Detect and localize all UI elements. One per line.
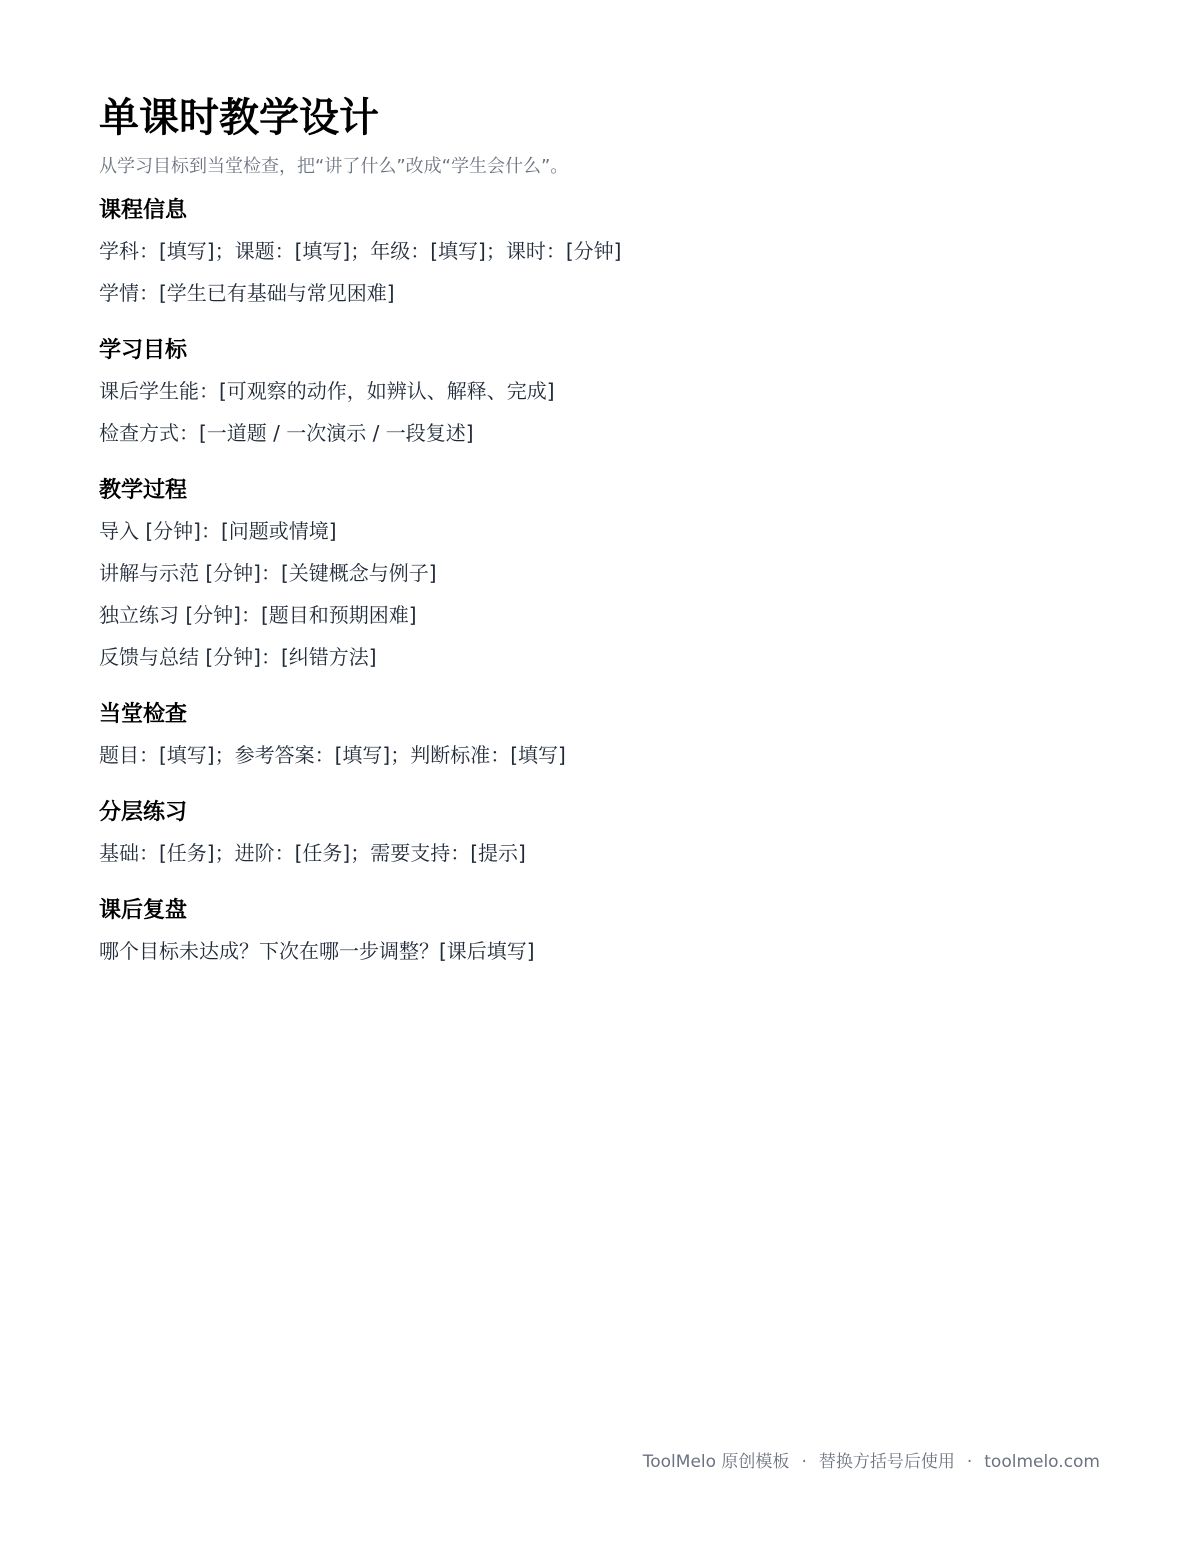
section-line: 学科：[填写]；课题：[填写]；年级：[填写]；课时：[分钟] (99, 239, 622, 263)
section-learning-goals (99, 336, 1099, 454)
section-in-class-check (99, 700, 1099, 776)
section-heading: 教学过程 (99, 478, 188, 503)
section-line: 哪个目标未达成？下次在哪一步调整？[课后填写] (99, 939, 535, 963)
section-teaching-process (99, 476, 1099, 678)
page-footer (643, 1450, 1100, 1474)
footer-separator: · (966, 1452, 973, 1472)
page-title: 单课时教学设计 (99, 95, 379, 141)
section-line: 学情：[学生已有基础与常见困难] (99, 281, 395, 305)
section-heading: 当堂检查 (99, 702, 188, 727)
section-line: 基础：[任务]；进阶：[任务]；需要支持：[提示] (99, 841, 526, 865)
section-line: 检查方式：[一道题 / 一次演示 / 一段复述] (99, 421, 474, 445)
document-page (99, 92, 1099, 972)
section-line: 课后学生能：[可观察的动作，如辨认、解释、完成] (99, 379, 555, 403)
section-line: 导入 [分钟]：[问题或情境] (99, 519, 337, 543)
section-review (99, 896, 1099, 972)
section-heading: 学习目标 (99, 338, 188, 363)
section-tiered-practice (99, 798, 1099, 874)
footer-separator: · (801, 1452, 807, 1472)
section-heading: 课后复盘 (99, 898, 188, 923)
section-heading: 课程信息 (99, 198, 188, 223)
section-line: 讲解与示范 [分钟]：[关键概念与例子] (99, 561, 437, 585)
section-heading: 分层练习 (99, 800, 188, 825)
page-subtitle: 从学习目标到当堂检查，把“讲了什么”改成“学生会什么”。 (99, 156, 569, 177)
footer-brand: ToolMelo 原创模板 (642, 1452, 790, 1472)
section-course-info (99, 196, 1099, 314)
footer-note: 替换方括号后使用 (818, 1452, 955, 1472)
footer-site-link[interactable]: toolmelo.com (984, 1452, 1100, 1472)
section-line: 反馈与总结 [分钟]：[纠错方法] (99, 645, 377, 669)
section-line: 独立练习 [分钟]：[题目和预期困难] (99, 603, 417, 627)
section-line: 题目：[填写]；参考答案：[填写]；判断标准：[填写] (99, 743, 566, 767)
